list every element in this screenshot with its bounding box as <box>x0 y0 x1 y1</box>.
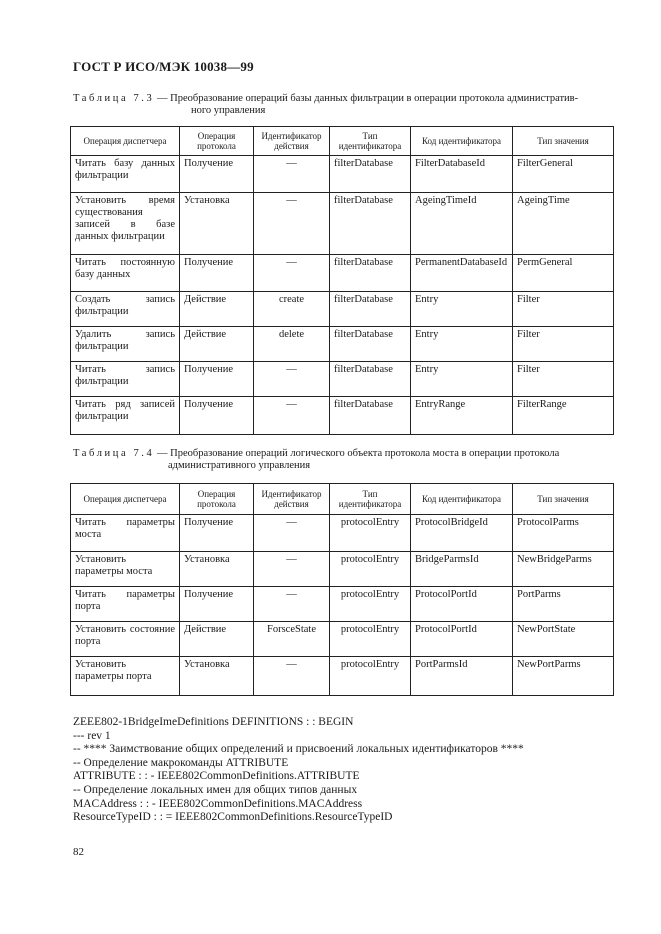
table-cell: ProtocolParms <box>513 515 614 552</box>
table-cell: Filter <box>513 327 614 362</box>
table2-caption <box>73 448 618 472</box>
table-cell: filterDatabase <box>330 292 411 327</box>
table-cell: Создать запись фильтрации <box>71 292 180 327</box>
table-cell: Получение <box>180 397 254 435</box>
table-row <box>71 362 614 397</box>
table-cell: — <box>254 397 330 435</box>
table-cell: Читать параметры моста <box>71 515 180 552</box>
code-line: ZEEE802-1BridgeImeDefinitions DEFINITIONS : : BEGIN <box>73 716 354 728</box>
table-cell: Действие <box>180 292 254 327</box>
document-header: ГОСТ Р ИСО/МЭК 10038—99 <box>73 59 254 74</box>
table-cell: Получение <box>180 156 254 193</box>
table-cell: NewBridgeParms <box>513 552 614 587</box>
table-cell: Действие <box>180 622 254 657</box>
table-7-4 <box>70 483 614 696</box>
table-cell: FilterGeneral <box>513 156 614 193</box>
table-cell: protocolEntry <box>330 515 411 552</box>
table-cell: Читать базу данных фильтрации <box>71 156 180 193</box>
table-row <box>71 292 614 327</box>
code-line: ATTRIBUTE : : - IEEE802CommonDefinitions.ATTRIBUTE <box>73 770 360 783</box>
table-cell: ForsceState <box>254 622 330 657</box>
column-header: Код идентификатора <box>411 484 513 515</box>
table-cell: filterDatabase <box>330 156 411 193</box>
table-cell: ProtocolPortId <box>411 622 513 657</box>
table-cell: NewPortState <box>513 622 614 657</box>
code-line: ResourceTypeID : : = IEEE802CommonDefinitions.ResourceTypeID <box>73 811 393 824</box>
table-row <box>71 622 614 657</box>
table-cell: — <box>254 255 330 292</box>
table-cell: Entry <box>411 292 513 327</box>
table1-label: Таблица 7.3 <box>73 93 155 104</box>
column-header: Тип значения <box>513 127 614 156</box>
table-row <box>71 327 614 362</box>
table-cell: FilterRange <box>513 397 614 435</box>
table-cell: Читать запись фильтрации <box>71 362 180 397</box>
table-cell: Получение <box>180 362 254 397</box>
table-7-3 <box>70 126 614 435</box>
table-cell: protocolEntry <box>330 657 411 696</box>
table-cell: — <box>254 156 330 193</box>
table-cell: filterDatabase <box>330 193 411 255</box>
table-cell: delete <box>254 327 330 362</box>
column-header: Тип значения <box>513 484 614 515</box>
table2-title-line2: административного управления <box>168 460 311 471</box>
code-line: -- Определение макрокоманды ATTRIBUTE <box>73 756 289 769</box>
column-header: Операция диспетчера <box>71 127 180 156</box>
table-header-row <box>71 484 614 515</box>
table-cell: Получение <box>180 587 254 622</box>
table-cell: AgeingTimeId <box>411 193 513 255</box>
table-cell: NewPortParms <box>513 657 614 696</box>
table-cell: FilterDatabaseId <box>411 156 513 193</box>
table-row <box>71 657 614 696</box>
table-cell: Получение <box>180 255 254 292</box>
table-row <box>71 552 614 587</box>
table-row <box>71 255 614 292</box>
table-row <box>71 515 614 552</box>
table-cell: PermanentDatabaseId <box>411 255 513 292</box>
column-header: Код идентификатора <box>411 127 513 156</box>
table-cell: Установить состояние порта <box>71 622 180 657</box>
code-line: MACAddress : : - IEEE802CommonDefinitions.MACAddress <box>73 797 363 810</box>
table-cell: Filter <box>513 292 614 327</box>
table-row <box>71 156 614 193</box>
table-cell: Получение <box>180 515 254 552</box>
table1-title-line1: — Преобразование операций базы данных фильтрации в операции протокола административ- <box>154 93 579 104</box>
table-row <box>71 397 614 435</box>
table-cell: — <box>254 587 330 622</box>
code-line: --- rev 1 <box>73 729 111 742</box>
table-cell: Entry <box>411 327 513 362</box>
table-cell: EntryRange <box>411 397 513 435</box>
table-cell: Установка <box>180 552 254 587</box>
table1-caption <box>73 93 613 117</box>
table-cell: protocolEntry <box>330 587 411 622</box>
table-cell: — <box>254 657 330 696</box>
table-cell: Установить параметры моста <box>71 552 180 587</box>
page-number: 82 <box>73 846 84 858</box>
table-row <box>71 193 614 255</box>
table-cell: filterDatabase <box>330 255 411 292</box>
table-cell: — <box>254 362 330 397</box>
table-cell: Читать ряд записей фильтрации <box>71 397 180 435</box>
table-cell: Установка <box>180 657 254 696</box>
table-cell: Установить время существования записей в базе данных фильтрации <box>71 193 180 255</box>
column-header: Операция протокола <box>180 484 254 515</box>
table-cell: Читать постоянную базу данных <box>71 255 180 292</box>
column-header: Тип идентификатора <box>330 127 411 156</box>
table2-title-line1: — Преобразование операций логического объекта протокола моста в операции протокола <box>154 448 560 459</box>
table-cell: filterDatabase <box>330 397 411 435</box>
table-cell: — <box>254 193 330 255</box>
table-cell: filterDatabase <box>330 327 411 362</box>
table-cell: PortParms <box>513 587 614 622</box>
table-cell: Filter <box>513 362 614 397</box>
table-cell: Entry <box>411 362 513 397</box>
table-cell: protocolEntry <box>330 622 411 657</box>
column-header: Операция диспетчера <box>71 484 180 515</box>
table-cell: PermGeneral <box>513 255 614 292</box>
table2-label: Таблица 7.4 <box>73 448 155 459</box>
table-cell: filterDatabase <box>330 362 411 397</box>
table-cell: Установить параметры порта <box>71 657 180 696</box>
table-cell: — <box>254 515 330 552</box>
column-header: Операция протокола <box>180 127 254 156</box>
table-cell: ProtocolBridgeId <box>411 515 513 552</box>
code-line: -- **** Заимствование общих определений и присвоений локальных идентификаторов **** <box>73 743 524 756</box>
table-cell: create <box>254 292 330 327</box>
table-cell: Читать параметры порта <box>71 587 180 622</box>
column-header: Тип идентификатора <box>330 484 411 515</box>
column-header: Идентификатор действия <box>254 127 330 156</box>
asn1-code-block <box>73 716 524 825</box>
table-cell: PortParmsId <box>411 657 513 696</box>
table-row <box>71 587 614 622</box>
column-header: Идентификатор действия <box>254 484 330 515</box>
table-cell: BridgeParmsId <box>411 552 513 587</box>
table-cell: Установка <box>180 193 254 255</box>
table-cell: AgeingTime <box>513 193 614 255</box>
table-header-row <box>71 127 614 156</box>
table-cell: Удалить запись фильтрации <box>71 327 180 362</box>
table-cell: — <box>254 552 330 587</box>
table1-title-line2: ного управления <box>191 105 266 116</box>
code-line: -- Определение локальных имен для общих типов данных <box>73 783 358 796</box>
table-cell: protocolEntry <box>330 552 411 587</box>
table-cell: ProtocolPortId <box>411 587 513 622</box>
table-cell: Действие <box>180 327 254 362</box>
